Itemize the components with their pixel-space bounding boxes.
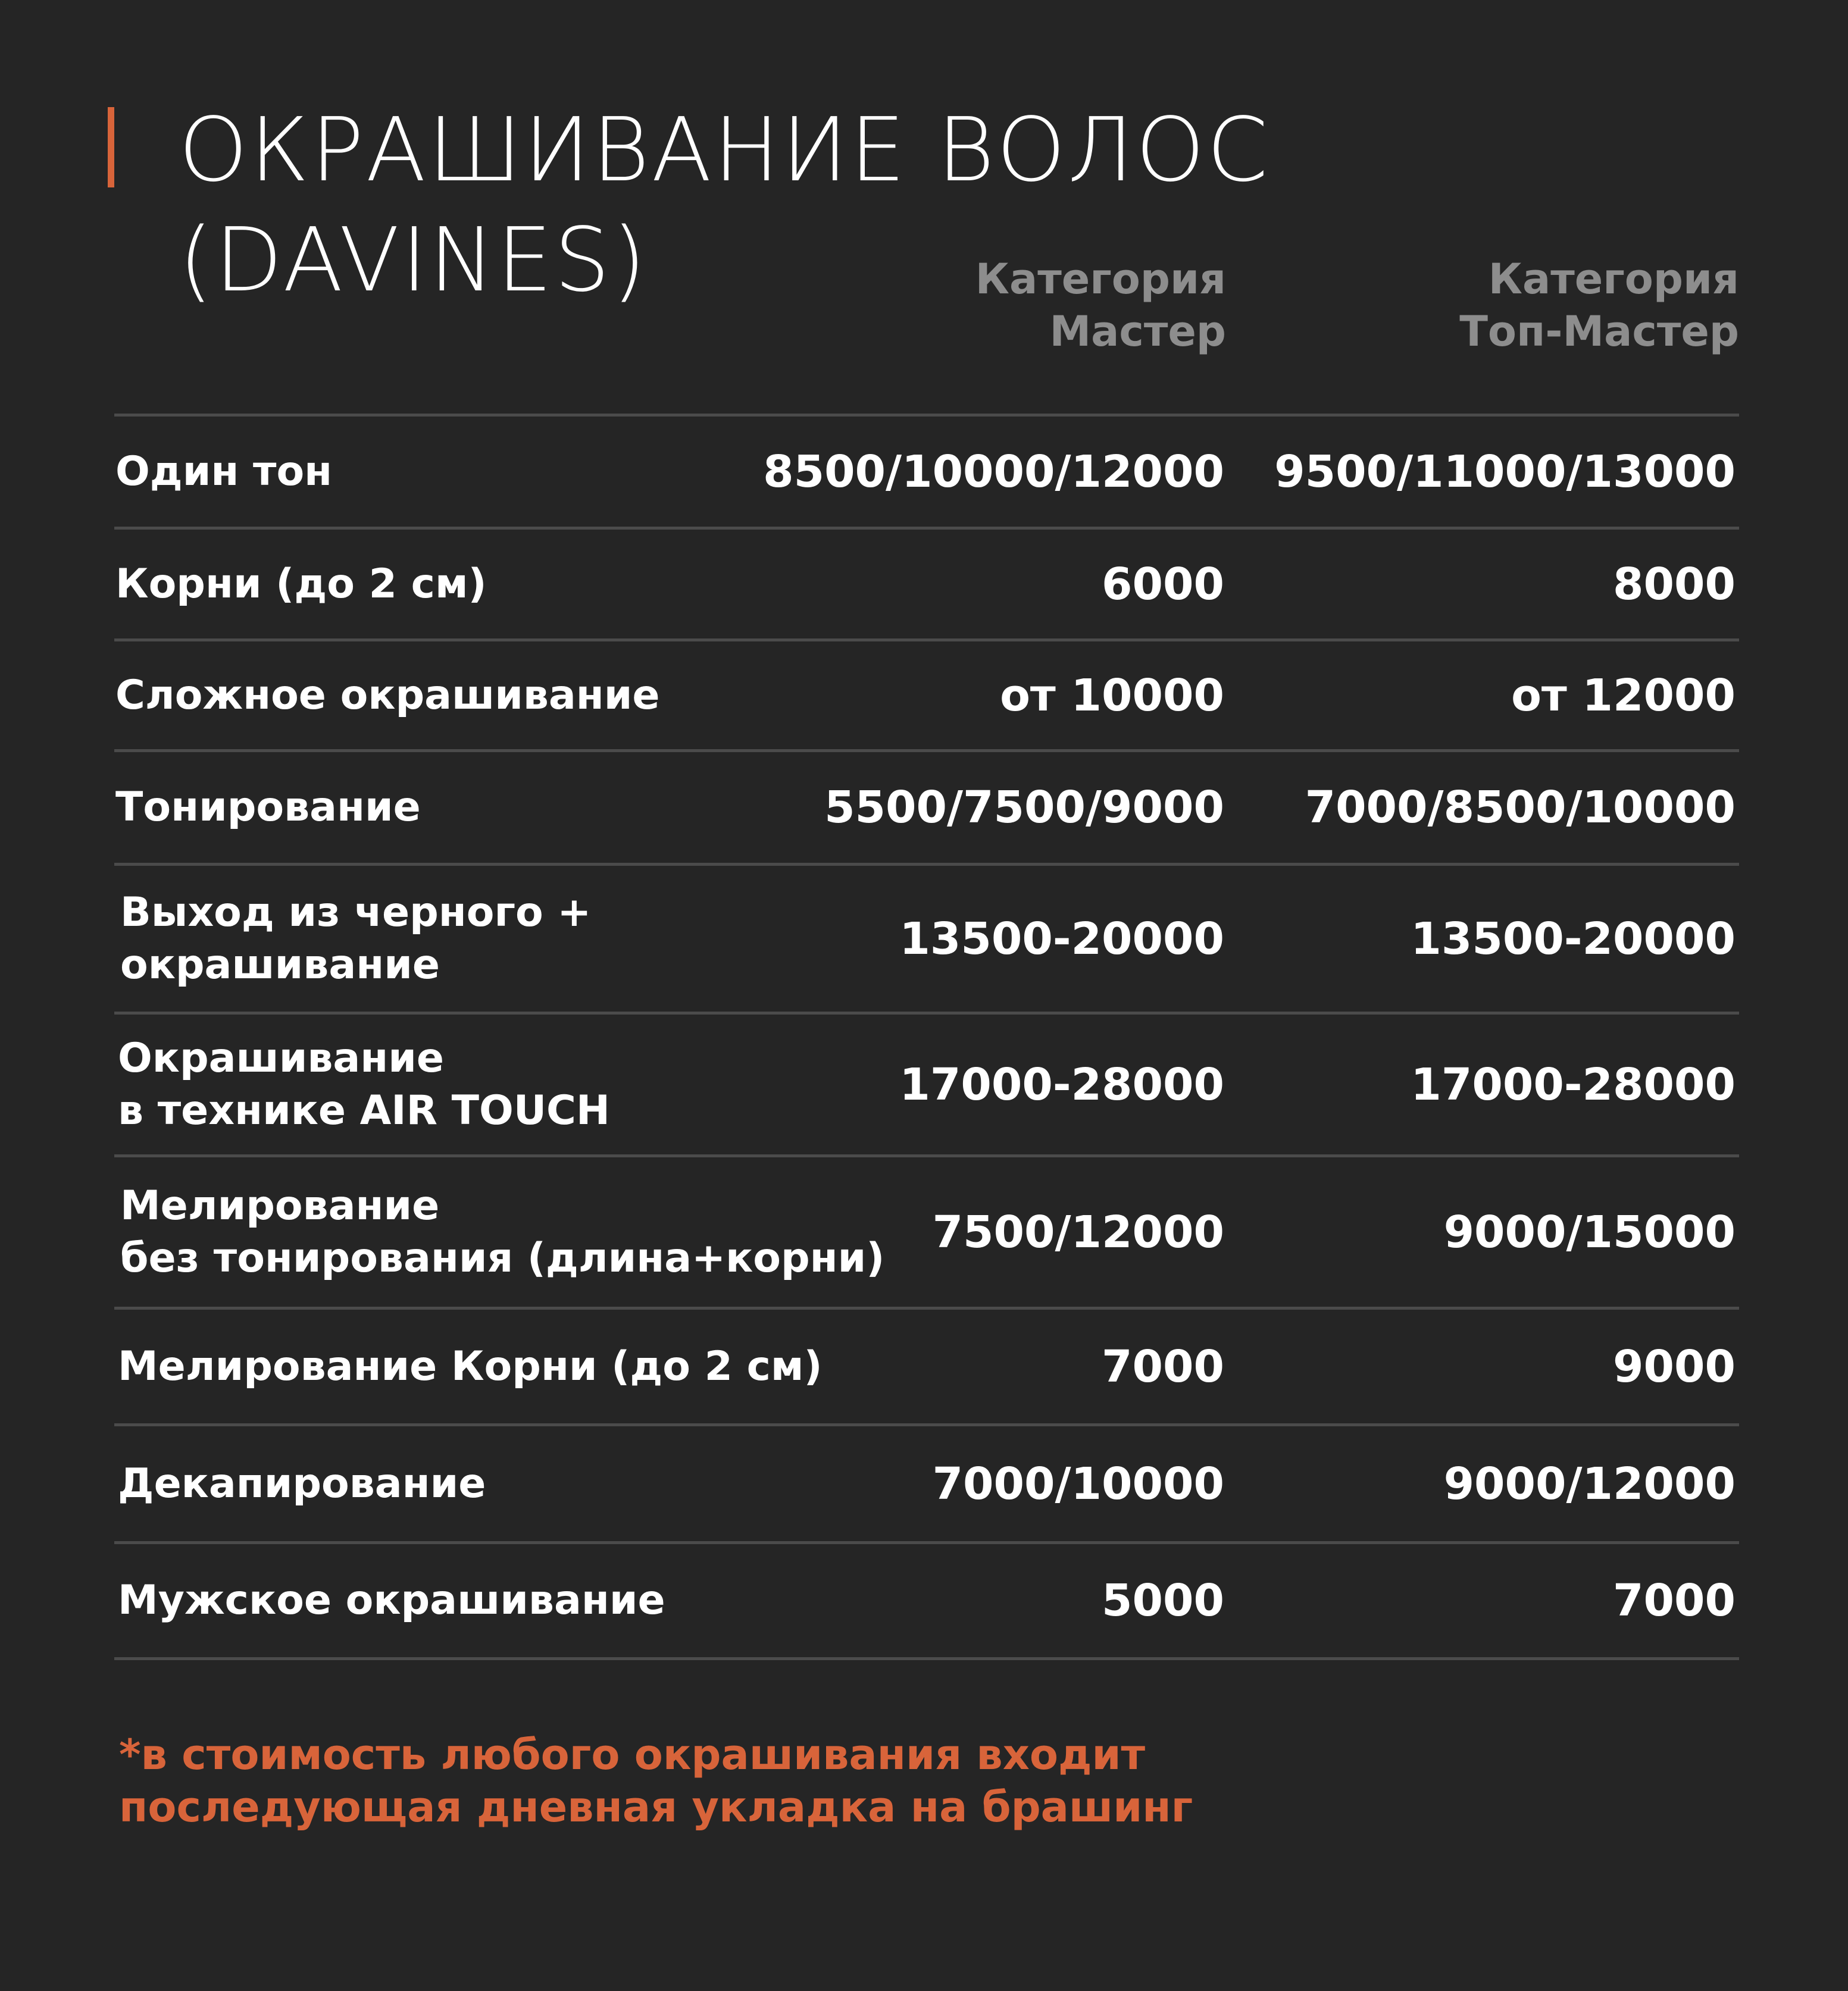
- price-master: 13500-20000: [899, 913, 1224, 965]
- service-name: [115, 558, 487, 611]
- service-name-line: Сложное окрашивание: [115, 671, 660, 719]
- service-name-line: Корни (до 2 см): [115, 560, 487, 608]
- price-table: [114, 414, 1739, 1660]
- table-row: [114, 1541, 1739, 1660]
- price-top-master: 9000: [1613, 1341, 1736, 1392]
- service-name-line: в технике AIR TOUCH: [118, 1087, 610, 1134]
- service-name: [120, 1180, 884, 1285]
- price-master: от 10000: [1000, 669, 1224, 721]
- service-name-line: Окрашивание: [118, 1034, 445, 1082]
- service-name-line: Мелирование: [120, 1182, 440, 1229]
- column-header-master: [893, 253, 1226, 358]
- service-name: [115, 781, 421, 834]
- table-row: [114, 749, 1739, 863]
- price-top-master: от 12000: [1511, 669, 1736, 721]
- title-accent-bar: [108, 107, 114, 187]
- footnote-line-2: последующая дневная укладка на брашинг: [119, 1783, 1193, 1832]
- service-name: [118, 1574, 665, 1627]
- column-header-top-master-line-1: Категория: [1488, 255, 1739, 303]
- price-top-master: 13500-20000: [1411, 913, 1736, 965]
- service-name-line: без тонирования (длина+корни): [120, 1234, 885, 1282]
- service-name-line: Мужское окрашивание: [118, 1577, 665, 1624]
- service-name: [115, 446, 332, 498]
- price-master: 7000: [1102, 1341, 1224, 1392]
- price-top-master: 9000/15000: [1443, 1206, 1736, 1258]
- footnote-line-1: *в стоимость любого окрашивания входит: [119, 1730, 1146, 1779]
- column-header-top-master: [1406, 253, 1739, 358]
- service-name-line: окрашивание: [120, 941, 440, 988]
- table-row: [114, 638, 1739, 749]
- service-name-line: Декапирование: [118, 1460, 486, 1507]
- price-top-master: 17000-28000: [1411, 1059, 1736, 1110]
- price-master: 7000/10000: [932, 1458, 1224, 1510]
- column-header-top-master-line-2: Топ-Мастер: [1459, 307, 1739, 356]
- service-name-line: Один тон: [115, 447, 333, 495]
- price-master: 5000: [1102, 1575, 1224, 1626]
- price-top-master: 9500/11000/13000: [1274, 446, 1736, 497]
- price-master: 17000-28000: [899, 1059, 1224, 1110]
- table-row: [114, 1423, 1739, 1541]
- page-title-line-1: ОКРАШИВАНИЕ ВОЛОС: [179, 99, 1270, 201]
- column-header-master-line-2: Мастер: [1049, 307, 1226, 356]
- footnote: [119, 1729, 1193, 1833]
- service-name-line: Тонирование: [115, 784, 421, 831]
- price-top-master: 8000: [1613, 558, 1736, 610]
- price-master: 5500/7500/9000: [824, 782, 1224, 833]
- price-top-master: 7000/8500/10000: [1305, 782, 1736, 833]
- table-row: [114, 1154, 1739, 1307]
- column-header-master-line-1: Категория: [975, 255, 1226, 303]
- service-name: [115, 669, 660, 722]
- price-master: 7500/12000: [932, 1206, 1224, 1258]
- price-top-master: 9000/12000: [1443, 1458, 1736, 1510]
- table-row: [114, 527, 1739, 638]
- service-name: [118, 1032, 610, 1137]
- service-name-line: Мелирование Корни (до 2 см): [118, 1342, 823, 1390]
- table-row: [114, 1012, 1739, 1154]
- price-top-master: 7000: [1613, 1575, 1736, 1626]
- price-master: 8500/10000/12000: [763, 446, 1224, 497]
- service-name-line: Выход из черного +: [120, 888, 592, 936]
- price-master: 6000: [1102, 558, 1224, 610]
- service-name: [118, 1458, 486, 1510]
- service-name: [118, 1341, 823, 1393]
- table-row: [114, 1307, 1739, 1423]
- service-name: [120, 887, 591, 991]
- table-row: [114, 414, 1739, 527]
- table-row: [114, 863, 1739, 1012]
- page-title-line-2: (DAVINES): [179, 209, 648, 311]
